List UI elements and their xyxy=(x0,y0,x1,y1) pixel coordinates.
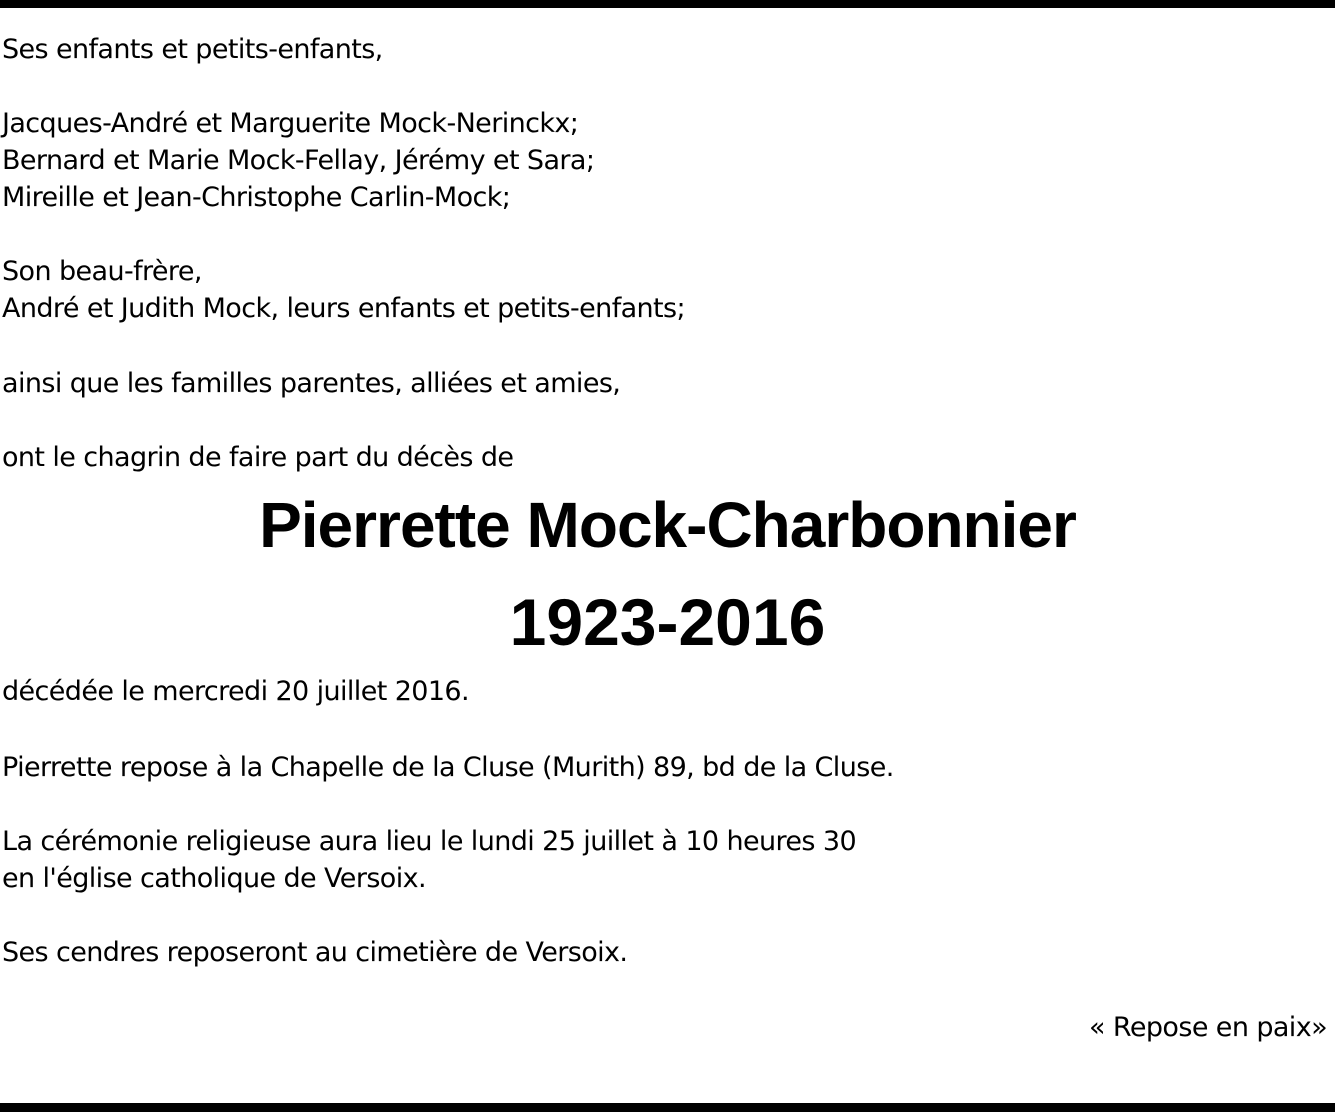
brother-in-law-line: André et Judith Mock, leurs enfants et petits-enfants; xyxy=(2,293,686,324)
family-line-3: Mireille et Jean-Christophe Carlin-Mock; xyxy=(2,182,511,213)
family-line-2: Bernard et Marie Mock-Fellay, Jérémy et Sara; xyxy=(2,145,595,176)
intro-line: Ses enfants et petits-enfants, xyxy=(2,34,383,65)
top-border-rule xyxy=(0,0,1335,8)
ceremony-line-1: La cérémonie religieuse aura lieu le lundi 25 juillet à 10 heures 30 xyxy=(2,826,857,857)
closing-phrase: « Repose en paix» xyxy=(1089,1012,1327,1043)
ceremony-line-2: en l'église catholique de Versoix. xyxy=(2,863,426,894)
deceased-name: Pierrette Mock-Charbonnier xyxy=(259,489,1076,561)
families-line: ainsi que les familles parentes, alliées et amies, xyxy=(2,368,621,399)
death-date-line: décédée le mercredi 20 juillet 2016. xyxy=(2,676,469,707)
brother-in-law-heading: Son beau-frère, xyxy=(2,256,202,287)
bottom-border-rule xyxy=(0,1103,1335,1112)
announcement-line: ont le chagrin de faire part du décès de xyxy=(2,442,514,473)
family-line-1: Jacques-André et Marguerite Mock-Nerinckx; xyxy=(2,108,579,139)
ashes-line: Ses cendres reposeront au cimetière de Versoix. xyxy=(2,937,628,968)
life-years: 1923-2016 xyxy=(509,585,826,659)
rests-at-line: Pierrette repose à la Chapelle de la Cluse (Murith) 89, bd de la Cluse. xyxy=(2,752,894,783)
